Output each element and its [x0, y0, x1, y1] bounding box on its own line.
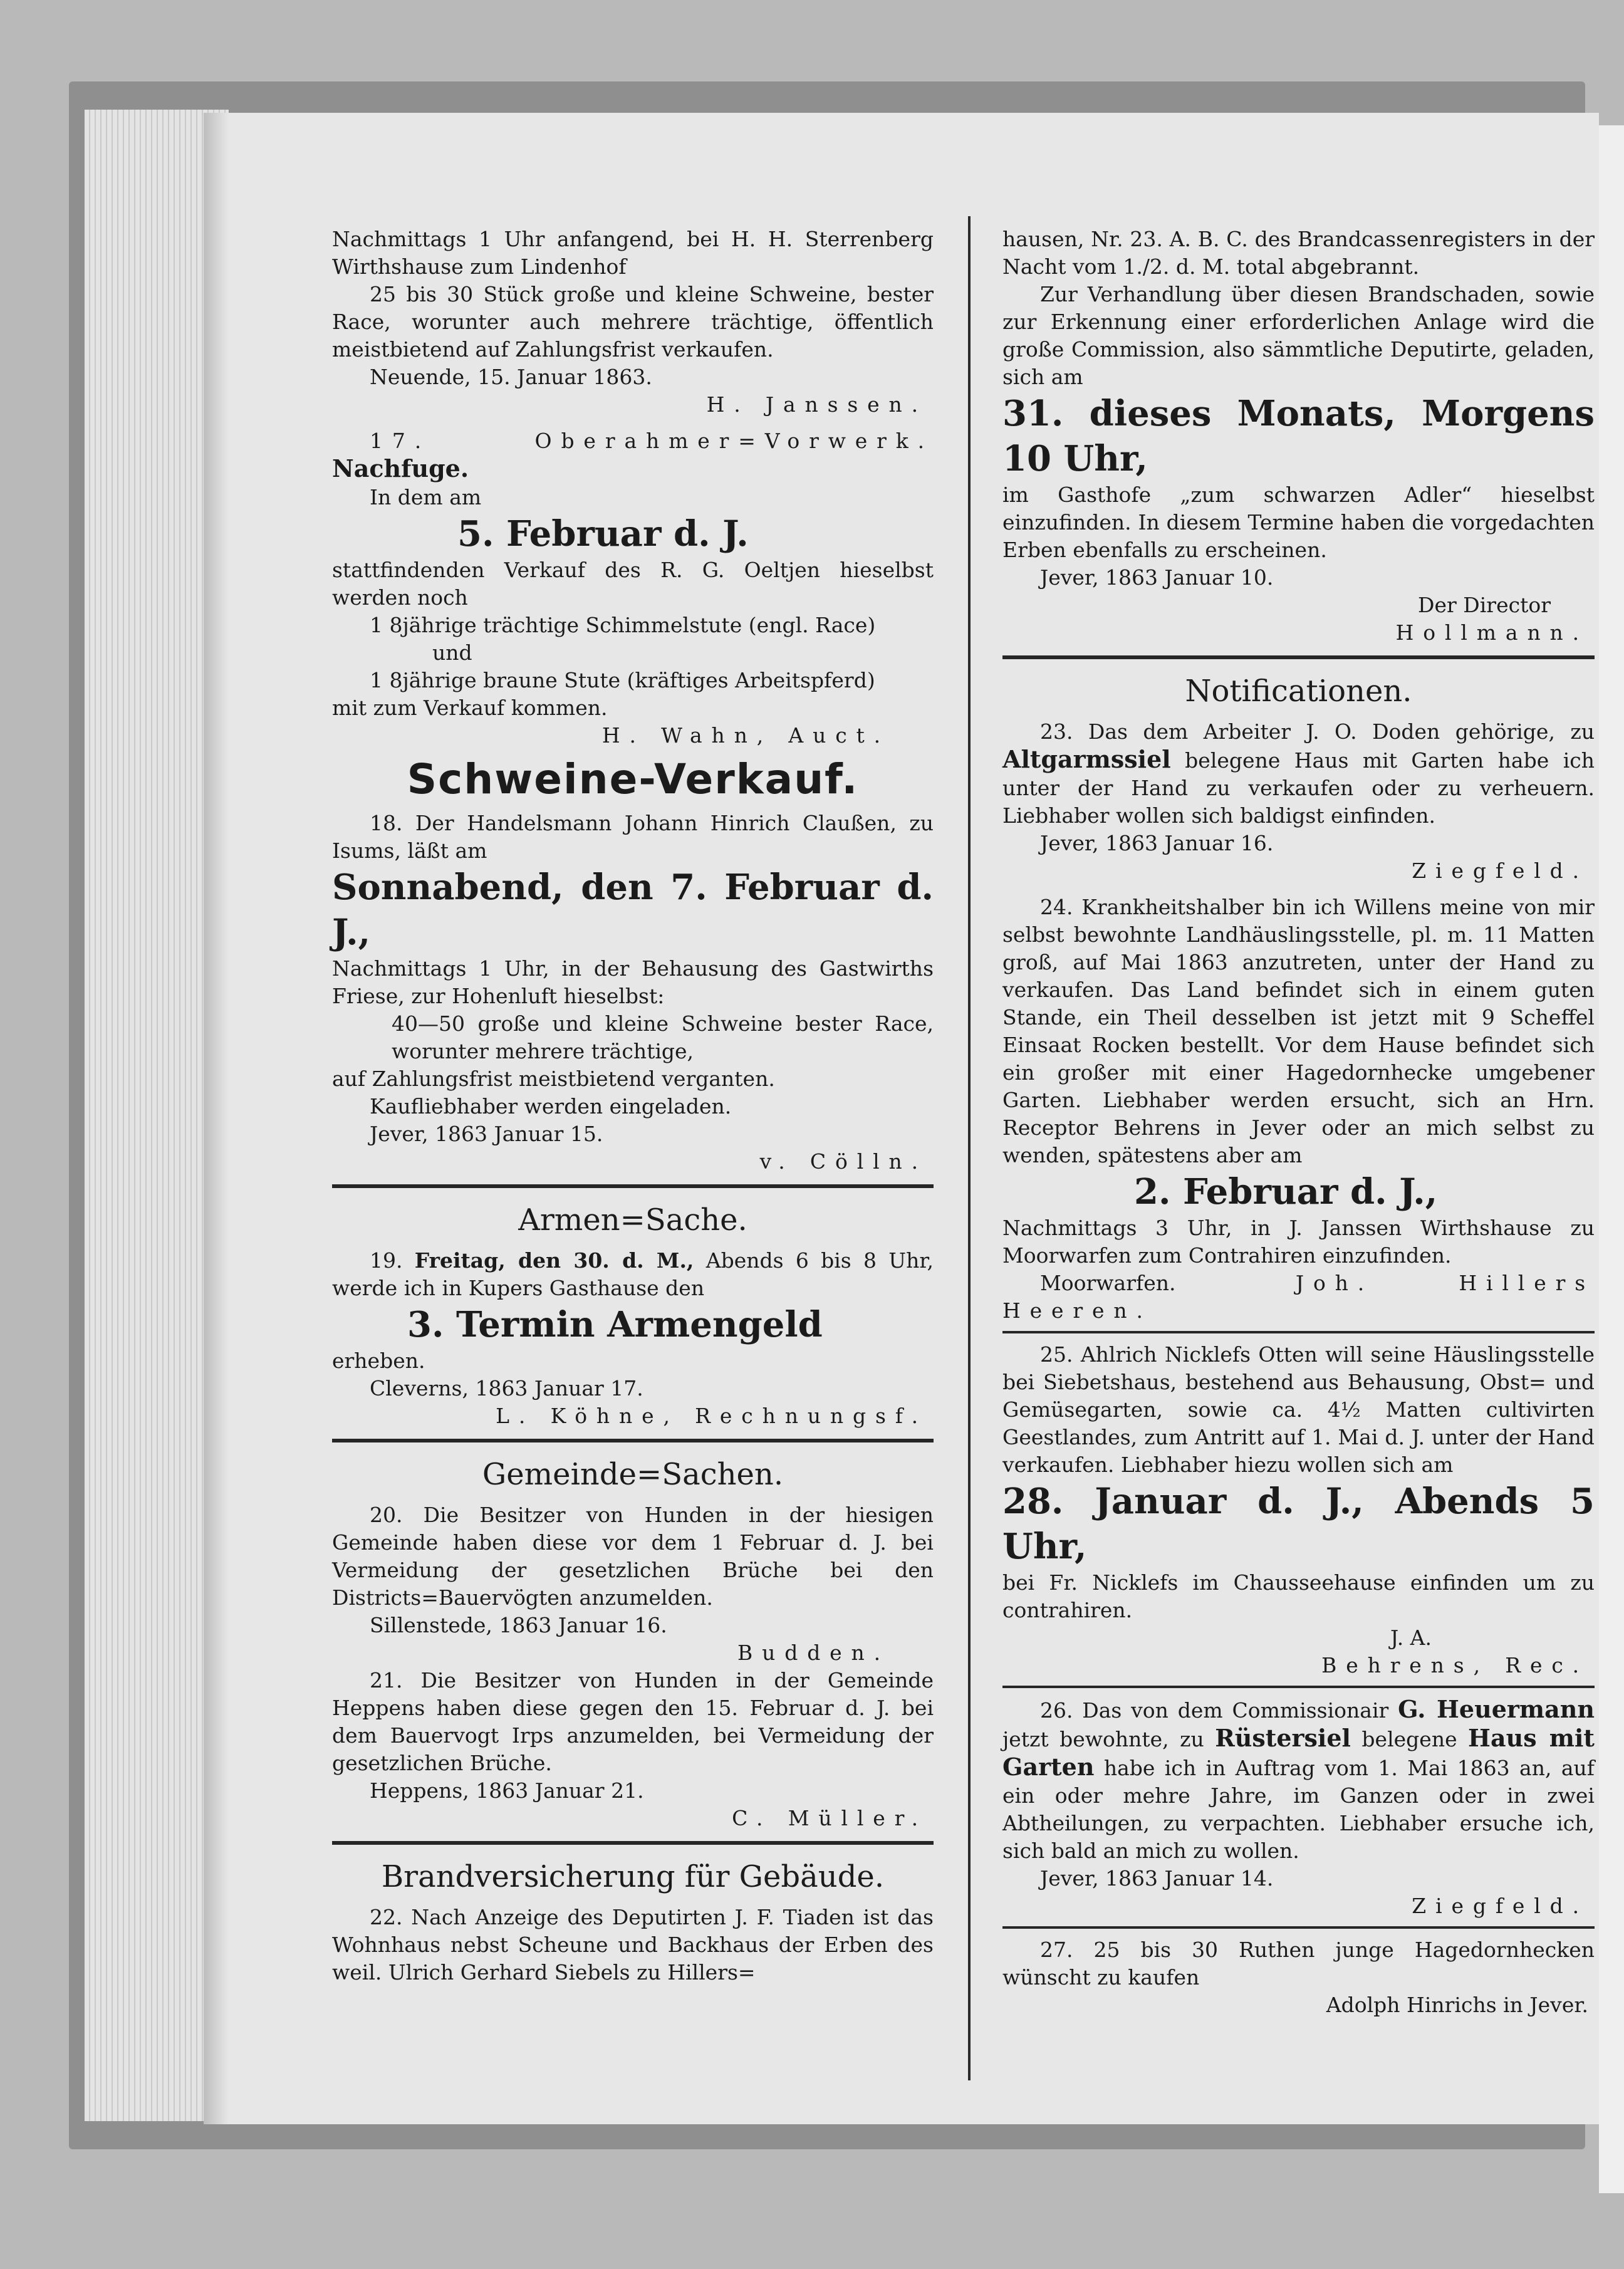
ad-18-body-1: 18. Der Handelsmann Johann Hinrich Claußen, zu Isums, läßt am — [332, 811, 934, 863]
ad-17-signature: H. Wahn, Auct. — [601, 723, 890, 748]
ad-17-text-2: mit zum Verkauf kommen. — [332, 696, 608, 720]
ad-25-body-2: bei Fr. Nicklefs im Chausseehause einfinden um zu contrahiren. — [1002, 1570, 1595, 1622]
section-rule — [332, 1184, 934, 1188]
ad-24-sign-line — [1002, 1270, 1595, 1325]
ad-20-signature: Budden. — [737, 1640, 890, 1665]
ad-19-signature: L. Köhne, Rechnungsf. — [496, 1404, 927, 1428]
ad-18-body-3: auf Zahlungsfrist meistbietend verganten. — [332, 1067, 775, 1091]
ad-24-date: 2. Februar d. J., — [1134, 1171, 1438, 1213]
section-rule — [1002, 1331, 1595, 1333]
ad-25-date: 28. Januar d. J., Abends 5 Uhr, — [1002, 1481, 1595, 1567]
ad-18-item: 40—50 große und kleine Schweine bester Race, worunter mehrere trächtige, — [392, 1011, 934, 1063]
ad-26-text: habe ich in Auftrag vom 1. Mai 1863 an, auf ein oder mehre Jahre, im Ganzen oder in zwei Abtheilungen, zu verpachten. Liebhaber ersuche ich, sich bald an mich zu wollen. — [1002, 1756, 1595, 1863]
ad-25-signature: Behrens, Rec. — [1321, 1653, 1588, 1677]
ad-17-tag: Nachfuge. — [332, 454, 469, 482]
schweine-verkauf-heading: Schweine-Verkauf. — [407, 755, 859, 803]
ad-23-signature: Ziegfeld. — [1412, 858, 1588, 883]
ad-20-body: 20. Die Besitzer von Hunden in der hiesigen Gemeinde haben diese vor dem 1 Februar d. J. bei Vermeidung der gesetzlichen Brüche bei den Districts=Bauervögten anzumelden. — [332, 1503, 934, 1610]
ad-17-heading — [332, 427, 934, 484]
ad-26-mid-2: belegene — [1361, 1727, 1457, 1751]
ad-19-number: 19. — [370, 1248, 403, 1273]
ad-23-text: belegene Haus mit Garten habe ich unter der Hand zu verkaufen oder zu verheuern. Liebhaber wollen sich baldigst einfinden. — [1002, 748, 1595, 828]
ad-22-body-2: Zur Verhandlung über diesen Brandschaden, sowie zur Erkennung einer erforderlichen Anlage wird die große Commission, also sämmtliche Deputirte, geladen, sich am — [1002, 282, 1595, 389]
ad-18-date-line: Jever, 1863 Januar 15. — [370, 1122, 603, 1146]
ad-19-date: Freitag, den 30. d. M., — [414, 1248, 694, 1273]
ad-26-place: Rüstersiel — [1215, 1724, 1351, 1752]
notificationen-heading: Notificationen. — [1185, 674, 1412, 709]
ad-26-date-line: Jever, 1863 Januar 14. — [1040, 1866, 1274, 1891]
ad-22-body-3: im Gasthofe „zum schwarzen Adler“ hieselbst einzufinden. In diesem Termine haben die vorgedachten Erben ebenfalls zu erscheinen. — [1002, 482, 1595, 562]
ad-25-body: 25. Ahlrich Nicklefs Otten will seine Häuslingsstelle bei Siebetshaus, bestehend aus Behausung, Obst= und Gemüsegarten, sowie ca. 4½ Matten cultivirten Geestlandes, zum Antritt auf 1. Mai d. J. unter der Hand verkaufen. Liebhaber hiezu wollen sich am — [1002, 1342, 1595, 1477]
ad-17-und: und — [432, 640, 472, 665]
ad-17-line: In dem am — [370, 485, 482, 509]
ad-16-date: Neuende, 15. Januar 1863. — [370, 365, 652, 389]
ad-19-bold: 3. Termin Armengeld — [407, 1304, 823, 1345]
left-column — [332, 226, 934, 2080]
ad-24-place: Moorwarfen. — [1040, 1271, 1176, 1295]
section-rule — [1002, 1686, 1595, 1688]
ad-19-date-line: Cleverns, 1863 Januar 17. — [370, 1376, 643, 1401]
ad-22-cont: hausen, Nr. 23. A. B. C. des Brandcassenregisters in der Nacht vom 1./2. d. M. total abgebrannt. — [1002, 227, 1595, 279]
ad-24-signature: Joh. Hillers Heeren. — [1002, 1271, 1595, 1323]
ad-23-place: Altgarmssiel — [1002, 745, 1171, 773]
ad-19-text: Abends 6 bis 8 Uhr, werde ich in Kupers Gasthause den — [332, 1248, 934, 1300]
ad-16-time: Nachmittags 1 Uhr anfangend, bei H. H. Sterrenberg Wirthshause zum Lindenhof — [332, 227, 934, 279]
ad-26-object: Haus mit Garten — [1002, 1724, 1595, 1781]
section-rule — [1002, 1926, 1595, 1929]
ad-27-signature: Adolph Hinrichs in Jever. — [1326, 1993, 1588, 2017]
ad-23-body — [1002, 718, 1595, 830]
ad-16-signature: H. Janssen. — [706, 392, 927, 417]
ad-20-date-line: Sillenstede, 1863 Januar 16. — [370, 1613, 667, 1637]
ad-27-body: 27. 25 bis 30 Ruthen junge Hagedornhecken wünscht zu kaufen — [1002, 1938, 1595, 1990]
ad-26-signature: Ziegfeld. — [1412, 1894, 1588, 1918]
ad-17-lead: 17. Oberahmer=Vorwerk. — [370, 429, 934, 453]
ad-17-item-2: 1 8jährige braune Stute (kräftiges Arbeitspferd) — [370, 668, 875, 692]
right-column — [1002, 226, 1595, 2080]
armen-sache-heading: Armen=Sache. — [518, 1202, 747, 1238]
gemeinde-sachen-heading: Gemeinde=Sachen. — [482, 1457, 784, 1492]
ad-26-mid: jetzt bewohnte, zu — [1002, 1727, 1204, 1751]
spine-shadow — [204, 113, 229, 2124]
ad-24-body: 24. Krankheitshalber bin ich Willens meine von mir selbst bewohnte Landhäuslingsstelle, pl. m. 11 Matten groß, auf Mai 1863 anzutreten, unter der Hand zu verkaufen. Das Land befindet sich in einem guten Stande, ein Theil desselben ist jetzt mit 9 Scheffel Einsaat Rocken bestellt. Vor dem Hause befindet sich ein großer mit einer Hagedornhecke umgebener Garten. Liebhaber werden ersucht, sich an Hrn. Receptor Behrens in Jever oder an mich selbst zu wenden, spätestens aber am — [1002, 895, 1595, 1167]
ad-18-signature: v. Cölln. — [759, 1149, 927, 1174]
ad-17-text: stattfindenden Verkauf des R. G. Oeltjen hieselbst werden noch — [332, 558, 934, 610]
brandversicherung-heading: Brandversicherung für Gebäude. — [381, 1859, 885, 1894]
ad-23-date-line: Jever, 1863 Januar 16. — [1040, 831, 1274, 855]
ad-18-date: Sonnabend, den 7. Februar d. J., — [332, 867, 934, 953]
next-page-edge — [1599, 125, 1624, 2193]
ad-24-body-2: Nachmittags 3 Uhr, in J. Janssen Wirthshause zu Moorwarfen zum Contrahiren einzufinden. — [1002, 1216, 1595, 1268]
ad-22-body: 22. Nach Anzeige des Deputirten J. F. Tiaden ist das Wohnhaus nebst Scheune und Backhaus der Erben des weil. Ulrich Gerhard Siebels zu Hillers= — [332, 1905, 934, 1985]
ad-18-body-4: Kaufliebhaber werden eingeladen. — [370, 1094, 732, 1119]
section-rule — [332, 1841, 934, 1845]
ad-22-signature: Hollmann. — [1395, 620, 1588, 645]
ad-25-signature-prefix: J. A. — [1390, 1625, 1432, 1650]
ad-22-date: 31. dieses Monats, Morgens 10 Uhr, — [1002, 393, 1595, 479]
ad-22-signature-title: Der Director — [1418, 593, 1551, 617]
ad-17-item-1: 1 8jährige trächtige Schimmelstute (engl. Race) — [370, 613, 876, 637]
ad-26-body — [1002, 1696, 1595, 1865]
section-rule — [332, 1439, 934, 1442]
ad-26-name: G. Heuermann — [1398, 1695, 1595, 1723]
column-divider — [968, 216, 971, 2080]
ad-21-date-line: Heppens, 1863 Januar 21. — [370, 1778, 644, 1803]
ad-23-lead: 23. Das dem Arbeiter J. O. Doden gehörige, zu — [1040, 719, 1595, 744]
ad-18-body-2: Nachmittags 1 Uhr, in der Behausung des Gastwirths Friese, zur Hohenluft hieselbst: — [332, 956, 934, 1008]
ad-21-body: 21. Die Besitzer von Hunden in der Gemeinde Heppens haben diese gegen den 15. Februar d. J. bei dem Bauervogt Irps anzumelden, bei Vermeidung der gesetzlichen Brüche. — [332, 1668, 934, 1775]
ad-16-body: 25 bis 30 Stück große und kleine Schweine, bester Race, worunter auch mehrere trächtige, öffentlich meistbietend auf Zahlungsfrist verkaufen. — [332, 282, 934, 362]
section-rule — [1002, 655, 1595, 659]
ad-21-signature: C. Müller. — [732, 1806, 927, 1830]
ad-17-date: 5. Februar d. J. — [457, 513, 749, 555]
ad-22-date-line: Jever, 1863 Januar 10. — [1040, 565, 1274, 590]
ad-19-erheben: erheben. — [332, 1348, 425, 1373]
ad-26-lead: 26. Das von dem Commissionair — [1040, 1698, 1389, 1723]
ad-19-body-1 — [332, 1247, 934, 1302]
